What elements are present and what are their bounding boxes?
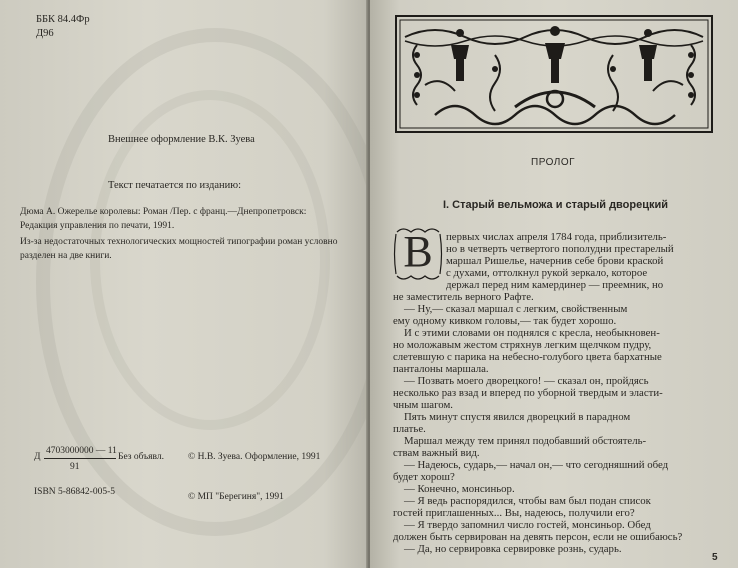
text-line-13: — Позвать моего дворецкого! — сказал он, пройдясь <box>404 375 649 387</box>
copyright-design: © Н.В. Зуева. Оформление, 1991 <box>188 452 321 462</box>
chapter-title: I. Старый вельможа и старый дворецкий <box>443 199 669 211</box>
text-line-25: — Я твердо запомнил число гостей, монсиньор. Обед <box>404 519 651 531</box>
text-line-6: не заместитель верного Рафте. <box>393 291 534 303</box>
drop-cap-initial <box>393 226 443 282</box>
text-line-23: — Я ведь распорядился, чтобы вам был подан список <box>404 495 651 507</box>
text-line-19: ствам важный вид. <box>393 447 480 459</box>
source-line-1: Дюма А. Ожерелье королевы: Роман /Пер. с франц.—Днепропетровск: <box>20 207 307 217</box>
text-line-3: маршал Ришелье, начернив себе брови краской <box>446 255 664 267</box>
text-line-18: Маршал между тем принял подобавший обстоятель- <box>404 435 647 447</box>
text-line-16: Пять минут спустя явился дворецкий в парадном <box>404 411 631 423</box>
text-line-2: но в четверть четвертого пополудни престарелый <box>446 243 674 255</box>
isbn: ISBN 5-86842-005-5 <box>34 487 116 497</box>
text-line-24: гостей приглашенных... Вы, надеюсь, получили его? <box>393 507 635 519</box>
text-line-10: но моложавым жестом стряхнув легким щелчком пудру, <box>393 339 652 351</box>
split-note-line-1: Из-за недостаточных технологических мощностей типографии роман условно <box>20 237 338 247</box>
text-line-14: несколько раз взад и вперед по уборной твердым и эласти- <box>393 387 663 399</box>
text-line-9: И с этими словами он поднялся с кресла, необыкновен- <box>404 327 660 339</box>
formula-note: Без объявл. <box>118 452 165 462</box>
text-line-27: — Да, но сервировка сервировке рознь, сударь. <box>404 543 622 555</box>
text-line-5: держал перед ним камердинер — преемник, но <box>446 279 664 291</box>
text-line-12: панталоны маршала. <box>393 363 489 375</box>
formula-denominator: 91 <box>70 462 80 472</box>
text-line-20: — Надеюсь, сударь,— начал он,— что сегодняшний обед <box>404 459 669 471</box>
formula-prefix: Д <box>34 452 41 462</box>
split-note-line-2: разделен на две книги. <box>20 251 112 261</box>
formula-numerator: 4703000000 — 11 <box>46 446 117 456</box>
text-line-21: будет хорош? <box>393 471 455 483</box>
source-line-2: Редакция управления по печати, 1991. <box>20 221 175 231</box>
page-number: 5 <box>712 552 718 563</box>
text-line-8: ему одному кивком головы,— так будет хорошо. <box>393 315 617 327</box>
author-code: Д96 <box>36 28 54 39</box>
drop-cap-letter: В <box>403 227 433 276</box>
print-note: Текст печатается по изданию: <box>108 180 242 191</box>
text-line-1: первых числах апреля 1784 года, приблизитель- <box>446 231 667 243</box>
text-line-15: чным шагом. <box>393 399 453 411</box>
copyright-publisher: © МП "Берегиня", 1991 <box>188 492 284 502</box>
text-line-11: слетевшую с парика на небесно-голубого цвета бархатные <box>393 351 662 363</box>
text-line-22: — Конечно, монсиньор. <box>404 483 515 495</box>
left-page <box>0 0 368 568</box>
formula-divider <box>44 458 116 459</box>
bbk-code: ББК 84.4Фр <box>36 14 90 25</box>
text-line-4: с духами, оттолкнул рукой зеркало, которое <box>446 267 648 279</box>
section-title: ПРОЛОГ <box>531 157 576 168</box>
design-credit: Внешнее оформление В.К. Зуева <box>108 134 255 145</box>
text-line-7: — Ну,— сказал маршал с легким, свойственным <box>404 303 628 315</box>
ornamental-headpiece <box>395 15 713 133</box>
text-line-17: платье. <box>393 423 426 435</box>
text-line-26: должен быть сервирован на девять персон, если не ошибаюсь? <box>393 531 683 543</box>
